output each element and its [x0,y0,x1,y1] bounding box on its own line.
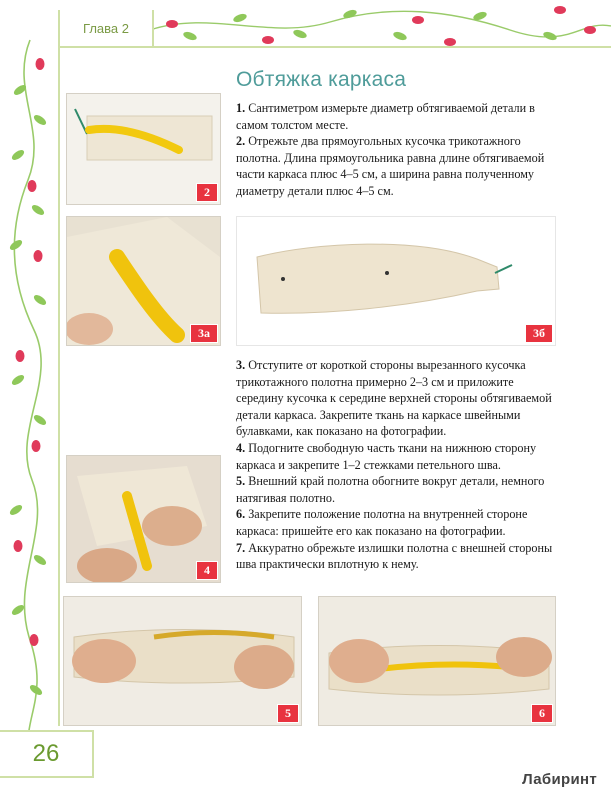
photo-3b-number: 3б [525,324,553,343]
photo-6-number: 6 [531,704,553,723]
watermark-logo: Лабиринт [522,771,597,788]
chapter-label: Глава 2 [58,10,154,48]
photo-4-number: 4 [196,561,218,580]
step-5: 5. Внешний край полотна обогните вокруг детали, немного натягивая полотно. [236,474,545,505]
photo-4 [66,455,221,583]
photo-3b [236,216,556,346]
step-6: 6. Закрепите положение полотна на внутренней стороне каркаса: пришейте его как показано на фотографии. [236,507,528,538]
photo-2-number: 2 [196,183,218,202]
steps-1-2-text [236,100,554,200]
photo-5 [63,596,302,726]
photo-3a [66,216,221,346]
photo-6 [318,596,556,726]
steps-3-7-text [236,357,554,573]
left-frame-line [58,46,60,726]
photo-2 [66,93,221,205]
step-2: 2. Отрежьте два прямоугольных кусочка трикотажного полотна. Длина прямоугольника равна длине обтягиваемой части каркаса плюс 4–5 см, а ширина равна полученному диаметру детали плюс 4–5 см. [236,134,545,198]
vine-top-decoration [150,0,611,46]
step-1: 1. Сантиметром измерьте диаметр обтягиваемой детали в самом толстом месте. [236,101,535,132]
step-7: 7. Аккуратно обрежьте излишки полотна с внешней стороны шва практически вплотную к нему. [236,540,553,572]
page-number: 26 [0,730,94,778]
photo-5-number: 5 [277,704,299,723]
section-title: Обтяжка каркаса [236,68,407,91]
top-frame-line [150,46,611,48]
photo-3a-number: 3а [190,324,218,343]
step-3: 3. Отступите от короткой стороны вырезанного кусочка трикотажного полотна примерно 2–3 см и приложите середину кусочка к середине верхней стороны обтягиваемой детали каркаса. Закрепите ткань на каркасе швейными булавками, как показано на фотографии. [236,358,552,439]
vine-border-decoration [0,0,58,800]
step-4: 4. Подогните свободную часть ткани на нижнюю сторону каркаса и закрепите 1–2 стежками петельного шва. [236,440,537,472]
